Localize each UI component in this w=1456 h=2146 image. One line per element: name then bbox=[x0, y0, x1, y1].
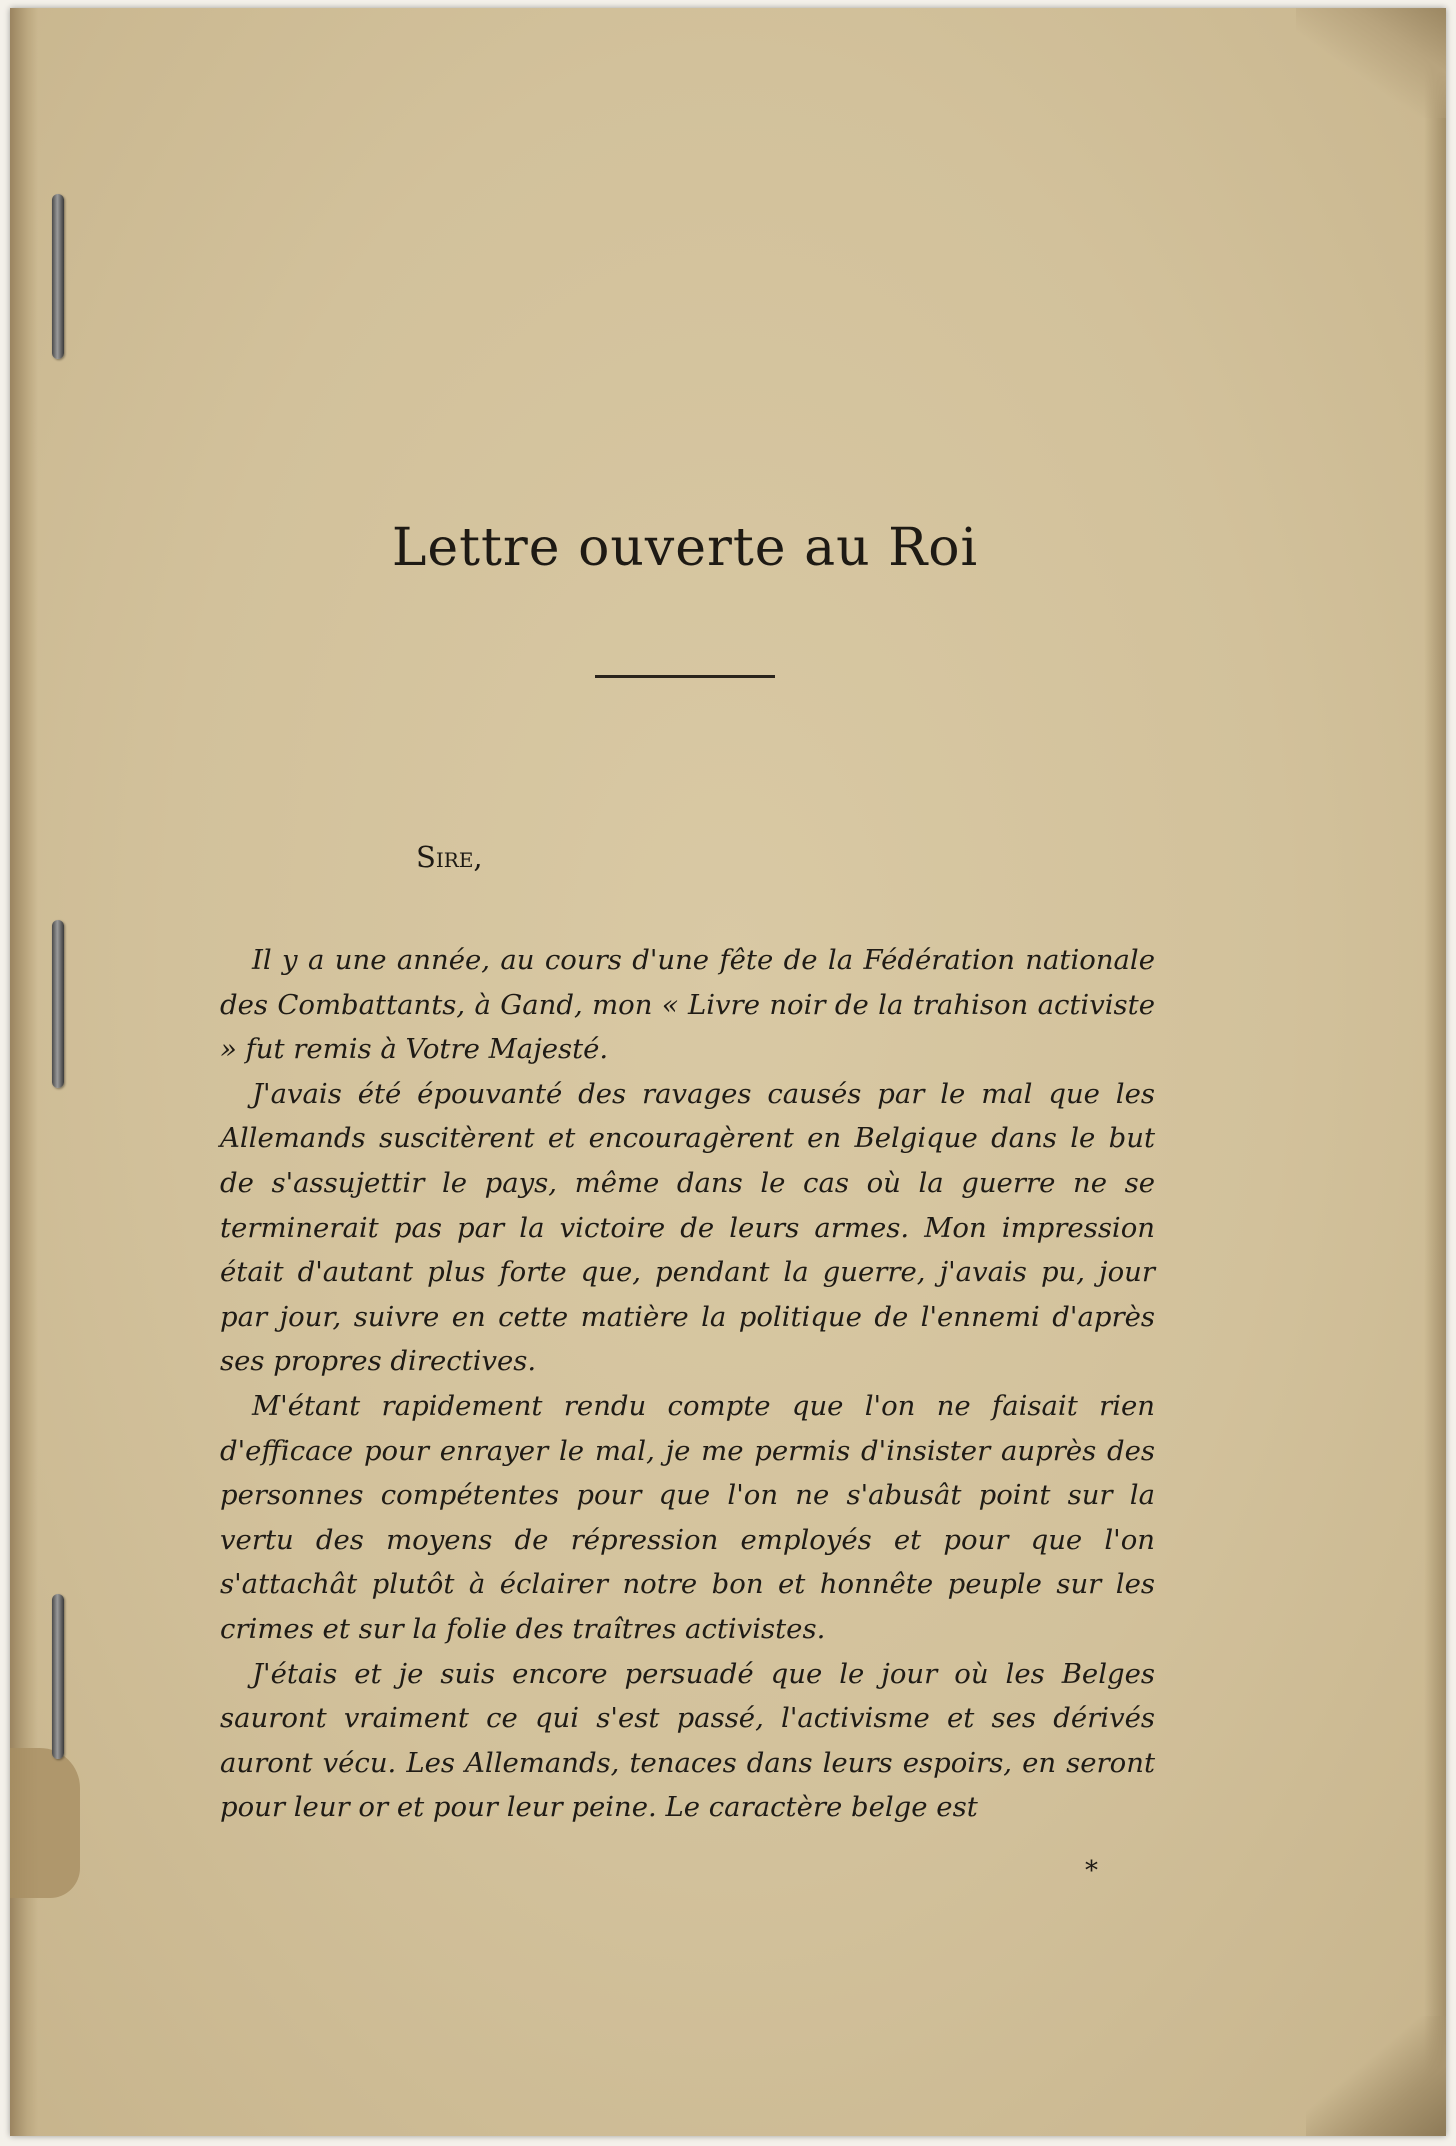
paragraph: Il y a une année, au cours d'une fête de la Fédération nationale des Combattants, à Gand, mon « Livre noir de la trahison activiste » fut remis à Votre Majesté. bbox=[220, 944, 1155, 1066]
staple-middle bbox=[52, 920, 64, 1088]
worn-corner-bottom bbox=[1306, 2016, 1446, 2136]
title-divider bbox=[595, 675, 775, 678]
salutation: Sire, bbox=[416, 840, 483, 874]
page-edge-shadow bbox=[1424, 8, 1446, 2136]
paragraph: M'étant rapidement rendu compte que l'on ne faisait rien d'efficace pour enrayer le mal, je me permis d'insister auprès des personnes compétentes pour que l'on ne s'abusât point sur la vertu des moyens de répression employés et pour que l'on s'attachât plutôt à éclairer notre bon et honnête peuple sur les crimes et sur la folie des traîtres activistes. bbox=[220, 1389, 1155, 1645]
torn-paper-patch bbox=[10, 1748, 80, 1898]
page-title: Lettre ouverte au Roi bbox=[391, 518, 979, 578]
worn-corner-top bbox=[1296, 8, 1446, 118]
staple-bottom bbox=[52, 1594, 64, 1759]
letter-body bbox=[220, 938, 1155, 1830]
signature-mark: * bbox=[1085, 1856, 1098, 1886]
paragraph: J'avais été épouvanté des ravages causés par le mal que les Allemands suscitèrent et encouragèrent en Belgique dans le but de s'assujettir le pays, même dans le cas où la guerre ne se terminerait pas par la victoire de leurs armes. Mon impression était d'autant plus forte que, pendant la guerre, j'avais pu, jour par jour, suivre en cette matière la politique de l'ennemi d'après ses propres directives. bbox=[220, 1077, 1155, 1378]
paragraph: J'étais et je suis encore persuadé que le jour où les Belges sauront vraiment ce qui s'est passé, l'activisme et ses dérivés auront vécu. Les Allemands, tenaces dans leurs espoirs, en seront pour leur or et pour leur peine. Le caractère belge est bbox=[220, 1657, 1155, 1824]
staple-top bbox=[52, 194, 64, 359]
document-page bbox=[10, 8, 1446, 2136]
